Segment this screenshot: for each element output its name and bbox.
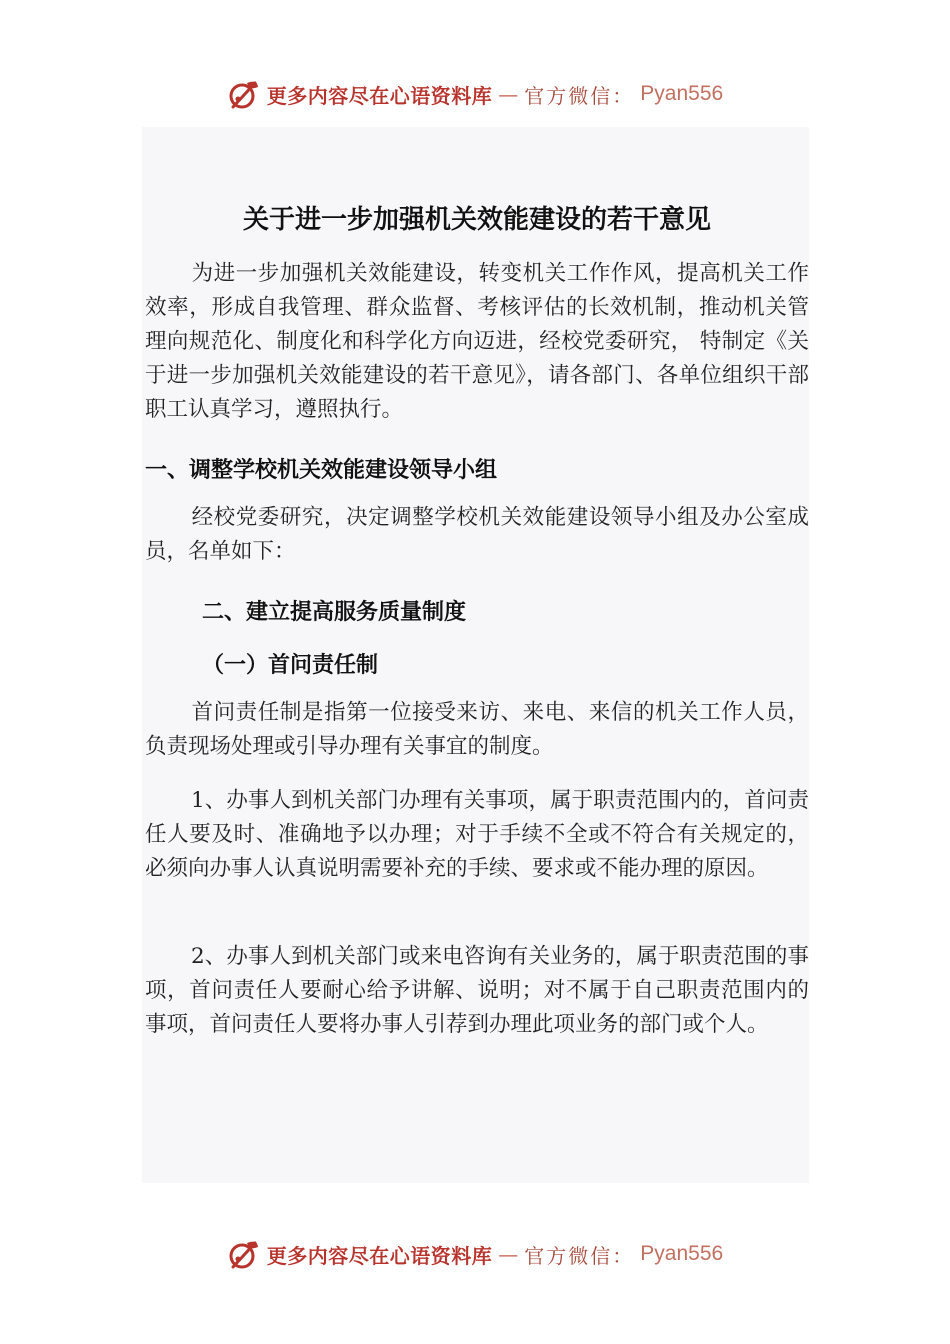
subsection-1-text: 首问责任制是指第一位接受来访、来电、来信的机关工作人员，负责现场处理或引导办理有关事宜的制度。 xyxy=(145,700,809,759)
item-1-paragraph xyxy=(145,784,809,886)
document-title: 关于进一步加强机关效能建设的若干意见 xyxy=(242,205,711,235)
intro-paragraph xyxy=(145,257,809,427)
section-1-text: 经校党委研究，决定调整学校机关效能建设领导小组及办公室成员，名单如下： xyxy=(145,505,809,564)
watermark-text: 更多内容尽在心语资料库 xyxy=(266,1243,493,1268)
quill-logo-icon xyxy=(227,77,261,111)
watermark-header xyxy=(0,72,950,116)
item-1-text: 1、办事人到机关部门办理有关事项，属于职责范围内的，首问责任人要及时、准确地予以办理；对于手续不全或不符合有关规定的，必须向办事人认真说明需要补充的手续、要求或不能办理的原因。 xyxy=(145,788,809,881)
watermark-separator: — xyxy=(498,82,519,106)
watermark-wechat-id: Pyan556 xyxy=(640,1242,724,1265)
watermark-wechat-label: 官方微信： xyxy=(524,83,635,108)
subsection-1-heading: （一）首问责任制 xyxy=(202,653,379,678)
watermark-wechat-id: Pyan556 xyxy=(640,82,724,105)
quill-logo-icon xyxy=(227,1237,261,1271)
section-1-heading: 一、调整学校机关效能建设领导小组 xyxy=(145,458,498,483)
watermark-wechat-label: 官方微信： xyxy=(524,1243,635,1268)
intro-text: 为进一步加强机关效能建设，转变机关工作作风，提高机关工作效率，形成自我管理、群众监督、考核评估的长效机制，推动机关管理向规范化、制度化和科学化方向迈进，经校党委研究， 特制定《关于进一步加强机关效能建设的若干意见》，请各部门、各单位组织干部职工认真学习，遵照执行。 xyxy=(145,261,809,422)
section-1-paragraph xyxy=(145,501,809,569)
subsection-1-paragraph xyxy=(145,696,809,764)
item-2-paragraph xyxy=(145,940,809,1042)
watermark-text: 更多内容尽在心语资料库 xyxy=(266,83,493,108)
item-2-text: 2、办事人到机关部门或来电咨询有关业务的，属于职责范围的事项，首问责任人要耐心给予讲解、说明；对不属于自己职责范围内的事项，首问责任人要将办事人引荐到办理此项业务的部门或个人。 xyxy=(145,944,809,1037)
watermark-footer xyxy=(0,1232,950,1276)
section-2-heading: 二、建立提高服务质量制度 xyxy=(202,600,467,625)
watermark-separator: — xyxy=(498,1242,519,1266)
